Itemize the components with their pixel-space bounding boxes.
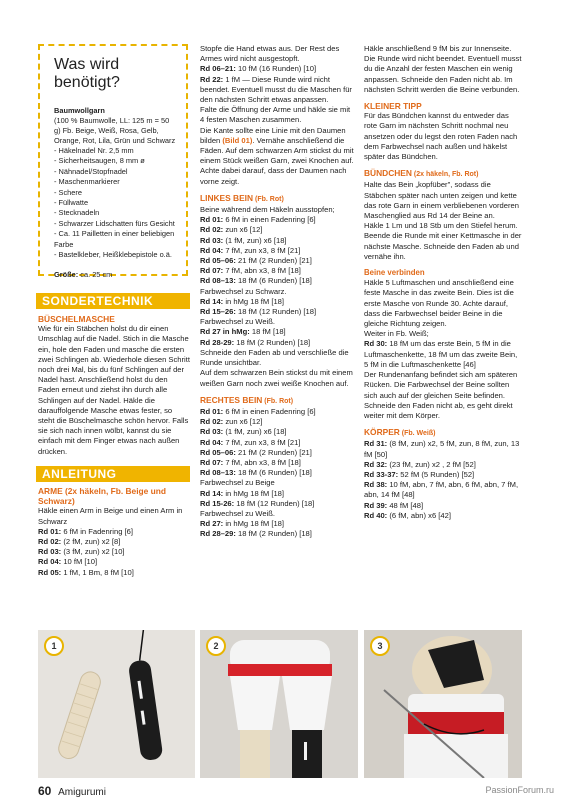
photo-body xyxy=(364,630,522,778)
round-label: Rd 02: xyxy=(200,225,224,235)
round-label: Rd 40: xyxy=(364,510,388,520)
round-text: 18 fM (2 Runden) [18] xyxy=(235,529,312,539)
round-row xyxy=(200,438,356,448)
color-change-text: Farbwechsel zu Beige xyxy=(200,478,275,488)
round-label: Rd 33-37: xyxy=(364,469,399,479)
round-row xyxy=(38,568,190,578)
fold-text: Falte die Öffnung der Arme und häkle sie mit 4 festen Maschen zusammen. xyxy=(200,105,351,125)
list-item: - Nähnadel/Stopfnadel xyxy=(54,167,176,177)
korper-sub: (Fb. Weiß) xyxy=(399,430,436,438)
beine-verbinden-heading: Beine verbinden xyxy=(364,268,425,278)
magazine-name: Amigurumi xyxy=(58,787,106,798)
round-label: Rd 05–06: xyxy=(200,447,236,457)
round-text: in hMg 18 fM [18] xyxy=(223,519,284,529)
color-change-text: Farbwechsel zu Schwarz. xyxy=(200,286,287,296)
round-label: Rd 03: xyxy=(38,547,62,557)
round-row xyxy=(200,499,356,509)
rechtes-bein-heading xyxy=(200,395,356,407)
color-change-text: Farbwechsel zu Weiß. xyxy=(200,317,275,327)
bones-text: Auf dem schwarzen Bein stickst du mit einem weißen Garn noch zwei weiße Knochen auf. xyxy=(200,368,353,388)
round-row xyxy=(364,460,522,470)
photo-number: 2 xyxy=(206,636,226,656)
round-row xyxy=(200,327,356,337)
round-row xyxy=(364,480,522,500)
round-row xyxy=(200,448,356,458)
round-row xyxy=(38,537,190,547)
round-row xyxy=(200,215,356,225)
round-row xyxy=(200,246,356,256)
round-text: in hMg 18 fM [18] xyxy=(223,296,284,306)
color-change-text: Farbwechsel zu Weiß. xyxy=(200,508,275,518)
bundchen-title: BÜNDCHEN xyxy=(364,168,412,179)
round-label: Rd 22: xyxy=(200,74,224,84)
round-row xyxy=(200,307,356,317)
round-label: Rd 02: xyxy=(38,537,62,547)
linkes-bein-sub: (Fb. Rot) xyxy=(253,195,284,203)
round-row xyxy=(200,256,356,266)
round-label: Rd 14: xyxy=(200,296,224,306)
round-text: 1 fM, 1 Bm, 8 fM [10] xyxy=(61,567,134,577)
round-text: 7 fM, zun x3, 8 fM [21] xyxy=(223,437,301,447)
round-label: Rd 15-26: xyxy=(200,498,235,508)
round-label: Rd 32: xyxy=(364,459,388,469)
bundchen-sub: (2x häkeln, Fb. Rot) xyxy=(411,171,479,179)
round-text: 6 fM in einen Fadenring [6] xyxy=(223,215,316,225)
linkes-bein-title: LINKES BEIN xyxy=(200,192,254,203)
round-label: Rd 01: xyxy=(200,406,224,416)
round-label: Rd 06–21: xyxy=(200,64,236,74)
photo-number: 1 xyxy=(44,636,64,656)
rechtes-bein-sub: (Fb. Rot) xyxy=(262,397,294,405)
weiter-text: Weiter in Fb. Weiß; xyxy=(364,329,429,339)
round-label: Rd 39: xyxy=(364,500,388,510)
round-text: 18 fM (6 Runden) [18] xyxy=(235,276,312,286)
round-label: Rd 31: xyxy=(364,439,388,449)
buschelmasche-text: Wie für ein Stäbchen holst du dir einen Umschlag auf die Nadel. Stich in die Masche ein, hole den Faden und masche die ersten zwei Schlingen ab. Wiederhole diesen Schritt noch drei Mal, bis du fünf Schlingen auf der Nadel hast. Anschließend holst du den Faden erneut und ziehst ihn durch alle Schlingen auf der Nadel. Häkle die darauffolgende Masche etwas fester, so steht die Büschelmasche schön hervor. Falls sie sich nach innen wölbt, kannst du sie einfach mit dem Finger etwas nach außen drücken. xyxy=(38,324,190,456)
round-label: Rd 14: xyxy=(200,488,224,498)
round-text: (23 fM, zun) x2 , 2 fM [52] xyxy=(387,459,476,469)
round-text: 21 fM (2 Runden) [21] xyxy=(235,447,312,457)
round-row xyxy=(38,527,190,537)
round-label: Rd 30: xyxy=(364,339,388,349)
photo-legs xyxy=(200,630,358,778)
materials-title: Was wird benötigt? xyxy=(54,56,120,91)
round-text: 48 fM [48] xyxy=(387,500,424,510)
round-row xyxy=(364,511,522,521)
edge-text xyxy=(200,126,356,187)
korper-title: KÖRPER xyxy=(364,427,400,438)
round-text: zun x6 [12] xyxy=(223,417,263,427)
edge-text-c: . Vernähe anschließend die Fäden. Auf dem schwarzen Arm stickst du mit einem Stück weißen Garn, zwei Knochen auf. Achte dabei darauf, dass der Daumen nach vorne zeigt. xyxy=(200,135,354,186)
round-text: (1 fM, zun) x6 [18] xyxy=(223,427,287,437)
join-intro-text: Häkle anschließend 9 fM bis zur Innenseite. Die Runde wird nicht beendet. Eventuell musst du die Anzahl der festen Maschen ein wenig anpassen. Schneide den Faden nicht ab. Im nächsten Schritt werden die Beine verbunden. xyxy=(364,44,522,94)
round-text: 18 fM (2 Runden) [18] xyxy=(234,337,311,347)
list-item: - Sicherheitsaugen, 8 mm ø xyxy=(54,156,176,166)
round-label: Rd 15–26: xyxy=(200,307,236,317)
arme-intro: Häkle einen Arm in Beige und einen Arm in Schwarz xyxy=(38,506,183,526)
round-text: 10 fM (16 Runden) [10] xyxy=(235,64,317,74)
arm-stuff-text: Stopfe die Hand etwas aus. Der Rest des Armes wird nicht ausgestopft. xyxy=(200,44,340,64)
round-label: Rd 38: xyxy=(364,480,388,490)
edge-text-a: Die Kante sollte eine Linie mit den Daumen bilden xyxy=(200,125,346,145)
beine-verbinden-text: Häkle 5 Luftmaschen und anschließend eine feste Masche in das zweite Bein. Dies ist die erste Masche von Runde 30. Achte darauf, dass die Farbwechsel beider Beine in die gleiche Richtung zeigen. xyxy=(364,278,514,329)
list-item: - Häkelnadel Nr. 2,5 mm xyxy=(54,146,176,156)
page-footer xyxy=(38,784,106,798)
round-row xyxy=(38,547,190,557)
image-ref: (Bild 01) xyxy=(222,135,253,145)
round-text: (2 fM, zun) x2 [8] xyxy=(61,537,121,547)
round-text: in hMg 18 fM [18] xyxy=(223,488,284,498)
round-text: 18 fM [18] xyxy=(249,327,286,337)
round-row xyxy=(200,468,356,478)
yarn-heading: Baumwollgarn xyxy=(54,106,105,115)
round-row xyxy=(200,75,356,106)
round-label: Rd 04: xyxy=(200,245,224,255)
column-3 xyxy=(364,44,522,521)
round-text: 6 fM in Fadenring [6] xyxy=(61,526,133,536)
round-text: 6 fM in einen Fadenring [6] xyxy=(223,406,316,416)
round-text: 18 fM (6 Runden) [18] xyxy=(235,468,312,478)
round-row xyxy=(38,557,190,567)
materials-box xyxy=(38,44,188,280)
list-item: - Stecknadeln xyxy=(54,208,176,218)
round-text: 21 fM (2 Runden) [21] xyxy=(235,256,312,266)
round-row xyxy=(364,470,522,480)
size-value: ca. 25 cm xyxy=(78,270,113,280)
bundchen-text: Halte das Bein „kopfüber", sodass die Stäbchen später nach unten zeigen und kette das rote Garn in einem verbliebenen vorderen Maschenglied aus Rd 14 der Beine an. xyxy=(364,180,519,221)
round-row xyxy=(200,236,356,246)
round-text: 10 fM [10] xyxy=(61,557,98,567)
round-row xyxy=(200,458,356,468)
materials-list xyxy=(54,146,176,260)
round-label: Rd 04: xyxy=(200,437,224,447)
round-label: Rd 03: xyxy=(200,235,224,245)
sondertechnik-section xyxy=(38,314,190,457)
round-row xyxy=(200,225,356,235)
round-label: Rd 28-29: xyxy=(200,337,235,347)
round-row xyxy=(200,276,356,286)
round-row xyxy=(364,501,522,511)
bundchen-heading xyxy=(364,168,522,180)
list-item: - Maschenmarkierer xyxy=(54,177,176,187)
round-row xyxy=(200,489,356,499)
round-row xyxy=(200,427,356,437)
round-text: 1 fM — Diese Runde wird nicht beendet. Eventuell musst du die Maschen für den nächsten Schritt etwas anpassen. xyxy=(200,74,352,105)
round-text: (3 fM, zun) x2 [10] xyxy=(61,547,125,557)
rundenanfang-text: Der Rundenanfang befindet sich am späteren Rücken. Die Farbwechsel der Beine sollten sich auch auf der gleichen Seite befinden. Schneide den Faden nicht ab, es geht direkt weiter mit dem Körper. xyxy=(364,370,518,420)
round-label: Rd 03: xyxy=(200,427,224,437)
round-label: Rd 07: xyxy=(200,266,224,276)
round-row xyxy=(200,519,356,529)
round-row xyxy=(200,407,356,417)
photo-number: 3 xyxy=(370,636,390,656)
buschelmasche-heading: BÜSCHELMASCHE xyxy=(38,314,115,324)
round-label: Rd 05: xyxy=(38,567,62,577)
round-text: 18 fM um das erste Bein, 5 fM in die Luftmaschenkette, 18 fM um das zweite Bein, 5 fM in die Luftmaschenkette [46] xyxy=(364,339,518,369)
finish-text: Schneide den Faden ab und verschließe die Runde unsichtbar. xyxy=(200,347,349,368)
round-text: (1 fM, zun) x6 [18] xyxy=(223,235,287,245)
round-label: Rd 01: xyxy=(38,526,62,536)
round-label: Rd 04: xyxy=(38,557,62,567)
round-label: Rd 07: xyxy=(200,457,224,467)
round-text: (6 fM, abn) x6 [42] xyxy=(387,510,451,520)
page-number: 60 xyxy=(38,784,52,798)
round-label: Rd 02: xyxy=(200,417,224,427)
round-label: Rd 01: xyxy=(200,215,224,225)
round-row xyxy=(364,339,522,370)
round-label: Rd 28–29: xyxy=(200,529,236,539)
round-row xyxy=(200,417,356,427)
column-2 xyxy=(200,44,356,540)
round-text: 18 fM (12 Runden) [18] xyxy=(235,307,317,317)
linkes-intro: Beine während dem Häkeln ausstopfen; xyxy=(200,205,335,215)
linkes-bein-heading xyxy=(200,193,356,205)
round-text: 10 fM, abn, 7 fM, abn, 6 fM, abn, 7 fM, abn, 14 fM [48] xyxy=(364,480,519,500)
anleitung-banner: ANLEITUNG xyxy=(36,466,190,482)
round-label: Rd 08–13: xyxy=(200,468,236,478)
sondertechnik-banner: SONDERTECHNIK xyxy=(36,293,190,309)
yarn-text: (100 % Baumwolle, LL: 125 m = 50 g) Fb. Beige, Weiß, Rosa, Gelb, Orange, Rot, Lila, Grün und Schwarz xyxy=(54,116,176,145)
rechtes-bein-title: RECHTES BEIN xyxy=(200,394,263,405)
round-label: Rd 27: xyxy=(200,519,224,529)
list-item: - Ca. 11 Pailletten in einer beliebigen Farbe xyxy=(54,229,176,250)
round-text: (8 fM, zun) x2, 5 fM, zun, 8 fM, zun, 13 fM [50] xyxy=(364,439,520,459)
round-text: 7 fM, abn x3, 8 fM [18] xyxy=(223,457,301,467)
list-item: - Schere xyxy=(54,188,176,198)
watermark-text: PassionForum.ru xyxy=(485,785,554,795)
round-text: zun x6 [12] xyxy=(223,225,263,235)
korper-heading xyxy=(364,427,522,439)
bundchen-text-2: Häkle 1 Lm und 18 Stb um den Stiefel herum. Beende die Runde mit einer Kettmasche in der nächste Masche. Schneide den Faden ab und vernähe ihn. xyxy=(364,221,522,261)
arme-heading: ARME (2x häkeln, Fb. Beige und Schwarz) xyxy=(38,486,166,507)
round-row xyxy=(200,529,356,539)
round-label: Rd 05–06: xyxy=(200,256,236,266)
round-row xyxy=(200,338,356,348)
round-row xyxy=(200,64,356,74)
photo-arms xyxy=(38,630,195,778)
tipp-text: Für das Bündchen kannst du entweder das rote Garn im nächsten Schritt nochmal neu ansetzen oder du legst den roten Faden nach dem Farbwechsel nach außen und häkelst später das Bündchen. xyxy=(364,111,518,162)
round-label: Rd 08–13: xyxy=(200,276,236,286)
tipp-heading: KLEINER TIPP xyxy=(364,101,422,112)
round-label: Rd 27 in hMg: xyxy=(200,327,250,337)
round-text: 7 fM, zun x3, 8 fM [21] xyxy=(223,245,301,255)
round-text: 52 fM (5 Runden) [52] xyxy=(398,469,475,479)
list-item: - Schwarzer Lidschatten fürs Gesicht xyxy=(54,219,176,229)
size-label: Größe: xyxy=(54,270,79,280)
round-text: 7 fM, abn x3, 8 fM [18] xyxy=(223,266,301,276)
list-item: - Füllwatte xyxy=(54,198,176,208)
list-item: - Bastelkleber, Heißklebepistole o.ä. xyxy=(54,250,176,260)
size-line xyxy=(54,270,176,280)
round-row xyxy=(364,439,522,459)
round-text: 18 fM (12 Runden) [18] xyxy=(234,498,315,508)
anleitung-section xyxy=(38,486,190,578)
round-row xyxy=(200,266,356,276)
round-row xyxy=(200,297,356,307)
